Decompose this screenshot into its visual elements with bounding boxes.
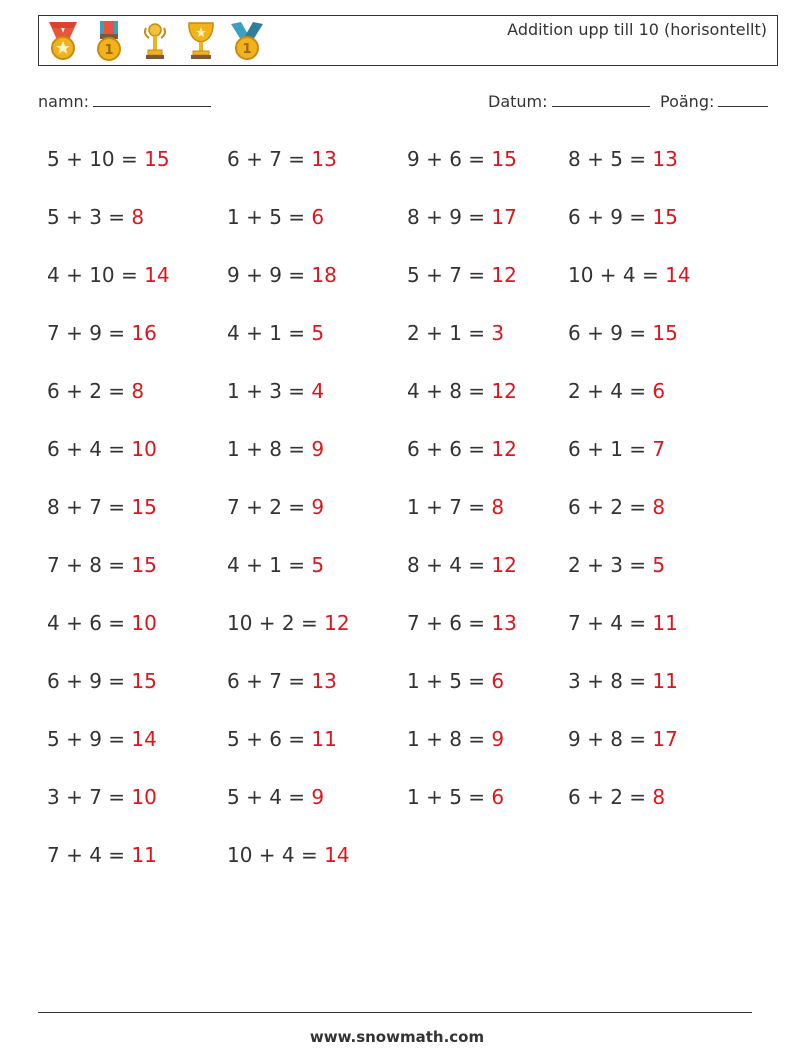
problem-answer: 18 <box>311 263 337 287</box>
problem-item <box>227 843 350 867</box>
header-box <box>38 15 778 66</box>
problem-item <box>568 495 665 519</box>
problem-item <box>47 843 157 867</box>
problem-question: 5 + 3 = <box>47 205 132 229</box>
problem-question: 2 + 3 = <box>568 553 653 577</box>
problem-item <box>47 669 157 693</box>
problem-item <box>407 437 517 461</box>
problem-item <box>47 785 157 809</box>
score-field <box>660 92 768 111</box>
problem-question: 4 + 1 = <box>227 321 312 345</box>
problem-answer: 6 <box>491 785 505 809</box>
problem-question: 7 + 4 = <box>47 843 132 867</box>
problem-item <box>568 147 678 171</box>
problem-item <box>407 263 517 287</box>
problem-item <box>47 379 144 403</box>
problem-question: 1 + 5 = <box>227 205 312 229</box>
problem-answer: 15 <box>491 147 517 171</box>
problem-item <box>47 553 157 577</box>
problem-item <box>227 785 324 809</box>
problem-item <box>568 727 678 751</box>
problem-question: 5 + 10 = <box>47 147 145 171</box>
problem-answer: 15 <box>144 147 170 171</box>
problem-question: 6 + 9 = <box>568 321 653 345</box>
problem-question: 6 + 7 = <box>227 669 312 693</box>
problem-item <box>568 379 665 403</box>
problem-question: 5 + 7 = <box>407 263 492 287</box>
problem-answer: 11 <box>311 727 337 751</box>
problem-answer: 12 <box>491 437 517 461</box>
problem-item <box>47 495 157 519</box>
problem-answer: 11 <box>131 843 157 867</box>
svg-text:1: 1 <box>242 42 252 57</box>
medal-number-one-icon <box>89 20 129 62</box>
problem-question: 2 + 4 = <box>568 379 653 403</box>
problem-question: 8 + 7 = <box>47 495 132 519</box>
problem-question: 4 + 6 = <box>47 611 132 635</box>
award-icons <box>43 20 267 62</box>
problem-item <box>407 669 504 693</box>
problem-answer: 8 <box>652 785 666 809</box>
problem-question: 1 + 8 = <box>227 437 312 461</box>
problem-question: 9 + 8 = <box>568 727 653 751</box>
problem-item <box>227 495 324 519</box>
problem-item <box>407 321 504 345</box>
problem-answer: 9 <box>311 495 325 519</box>
problem-question: 7 + 2 = <box>227 495 312 519</box>
problem-question: 6 + 9 = <box>47 669 132 693</box>
problem-answer: 9 <box>491 727 505 751</box>
problem-item <box>407 205 517 229</box>
problem-answer: 7 <box>652 437 666 461</box>
problem-item <box>47 727 157 751</box>
problem-item <box>47 437 157 461</box>
medal-star-icon <box>43 20 83 62</box>
problem-item <box>227 611 350 635</box>
problem-question: 10 + 4 = <box>227 843 325 867</box>
problem-item <box>407 553 517 577</box>
worksheet-title: Addition upp till 10 (horisontellt) <box>507 20 767 39</box>
problem-item <box>407 727 504 751</box>
problem-question: 4 + 1 = <box>227 553 312 577</box>
problem-answer: 14 <box>665 263 691 287</box>
problem-answer: 11 <box>652 669 678 693</box>
problem-answer: 13 <box>311 147 337 171</box>
problem-item <box>227 263 337 287</box>
svg-text:1: 1 <box>104 43 114 58</box>
problem-answer: 4 <box>311 379 325 403</box>
problem-answer: 17 <box>491 205 517 229</box>
problem-question: 6 + 2 = <box>568 495 653 519</box>
problem-question: 10 + 4 = <box>568 263 666 287</box>
trophy-cup-icon <box>181 20 221 62</box>
problem-answer: 6 <box>491 669 505 693</box>
problem-item <box>407 379 517 403</box>
medal-ribbon-number-one-icon <box>227 20 267 62</box>
problem-answer: 6 <box>652 379 666 403</box>
problem-question: 4 + 10 = <box>47 263 145 287</box>
problem-question: 1 + 3 = <box>227 379 312 403</box>
problem-question: 7 + 8 = <box>47 553 132 577</box>
name-label: namn: <box>38 92 90 111</box>
problem-question: 5 + 6 = <box>227 727 312 751</box>
problem-question: 1 + 5 = <box>407 669 492 693</box>
problem-item <box>568 785 665 809</box>
problem-question: 6 + 2 = <box>568 785 653 809</box>
problem-answer: 16 <box>131 321 157 345</box>
problem-item <box>47 205 144 229</box>
problem-question: 7 + 6 = <box>407 611 492 635</box>
problem-answer: 17 <box>652 727 678 751</box>
problem-answer: 15 <box>652 205 678 229</box>
footer-website: www.snowmath.com <box>309 1028 485 1046</box>
problem-answer: 3 <box>491 321 505 345</box>
problem-answer: 8 <box>131 205 145 229</box>
problem-item <box>47 321 157 345</box>
problem-question: 5 + 9 = <box>47 727 132 751</box>
problem-question: 9 + 9 = <box>227 263 312 287</box>
problem-item <box>47 147 170 171</box>
problem-question: 3 + 7 = <box>47 785 132 809</box>
problem-question: 8 + 4 = <box>407 553 492 577</box>
problem-answer: 11 <box>652 611 678 635</box>
problem-answer: 5 <box>652 553 666 577</box>
problem-item <box>227 379 324 403</box>
problem-answer: 5 <box>311 553 325 577</box>
problem-answer: 9 <box>311 785 325 809</box>
name-blank-line <box>93 92 211 107</box>
problem-item <box>568 263 691 287</box>
problem-answer: 13 <box>491 611 517 635</box>
problem-question: 6 + 4 = <box>47 437 132 461</box>
problem-question: 6 + 7 = <box>227 147 312 171</box>
problem-item <box>568 611 678 635</box>
problem-answer: 12 <box>324 611 350 635</box>
problem-question: 2 + 1 = <box>407 321 492 345</box>
score-blank-line <box>718 92 768 107</box>
problem-item <box>568 205 678 229</box>
problem-answer: 12 <box>491 379 517 403</box>
problem-answer: 14 <box>324 843 350 867</box>
problem-answer: 8 <box>652 495 666 519</box>
trophy-small-icon <box>135 20 175 62</box>
problem-answer: 6 <box>311 205 325 229</box>
problem-question: 7 + 9 = <box>47 321 132 345</box>
problem-question: 8 + 5 = <box>568 147 653 171</box>
problem-answer: 10 <box>131 437 157 461</box>
problem-answer: 8 <box>491 495 505 519</box>
problem-item <box>407 785 504 809</box>
problem-item <box>407 495 504 519</box>
problem-item <box>227 553 324 577</box>
problem-question: 1 + 5 = <box>407 785 492 809</box>
problem-question: 5 + 4 = <box>227 785 312 809</box>
problem-question: 6 + 2 = <box>47 379 132 403</box>
problem-item <box>407 147 517 171</box>
problem-question: 1 + 8 = <box>407 727 492 751</box>
problem-answer: 10 <box>131 785 157 809</box>
problem-item <box>568 669 678 693</box>
problem-item <box>568 553 665 577</box>
problem-question: 4 + 8 = <box>407 379 492 403</box>
problem-answer: 10 <box>131 611 157 635</box>
problem-answer: 15 <box>131 669 157 693</box>
problem-item <box>227 321 324 345</box>
problem-question: 1 + 7 = <box>407 495 492 519</box>
problem-item <box>568 437 665 461</box>
problem-item <box>227 437 324 461</box>
problem-question: 10 + 2 = <box>227 611 325 635</box>
problem-answer: 13 <box>652 147 678 171</box>
date-label: Datum: <box>488 92 548 111</box>
problem-item <box>47 263 170 287</box>
problem-question: 7 + 4 = <box>568 611 653 635</box>
problem-item <box>568 321 678 345</box>
problem-answer: 13 <box>311 669 337 693</box>
score-label: Poäng: <box>660 92 715 111</box>
problem-answer: 9 <box>311 437 325 461</box>
problem-question: 6 + 1 = <box>568 437 653 461</box>
problem-item <box>227 147 337 171</box>
problem-item <box>407 611 517 635</box>
problem-answer: 15 <box>131 553 157 577</box>
problem-question: 6 + 9 = <box>568 205 653 229</box>
problem-question: 8 + 9 = <box>407 205 492 229</box>
date-blank-line <box>552 92 650 107</box>
problem-question: 3 + 8 = <box>568 669 653 693</box>
problem-question: 6 + 6 = <box>407 437 492 461</box>
name-field <box>38 92 211 111</box>
problem-question: 9 + 6 = <box>407 147 492 171</box>
problem-answer: 14 <box>131 727 157 751</box>
problem-answer: 14 <box>144 263 170 287</box>
problem-answer: 15 <box>131 495 157 519</box>
problem-item <box>47 611 157 635</box>
footer-divider <box>38 1012 752 1013</box>
problem-answer: 12 <box>491 553 517 577</box>
problem-item <box>227 727 337 751</box>
problem-answer: 12 <box>491 263 517 287</box>
problem-item <box>227 669 337 693</box>
date-field <box>488 92 650 111</box>
problem-answer: 5 <box>311 321 325 345</box>
problem-answer: 8 <box>131 379 145 403</box>
problem-item <box>227 205 324 229</box>
problem-answer: 15 <box>652 321 678 345</box>
